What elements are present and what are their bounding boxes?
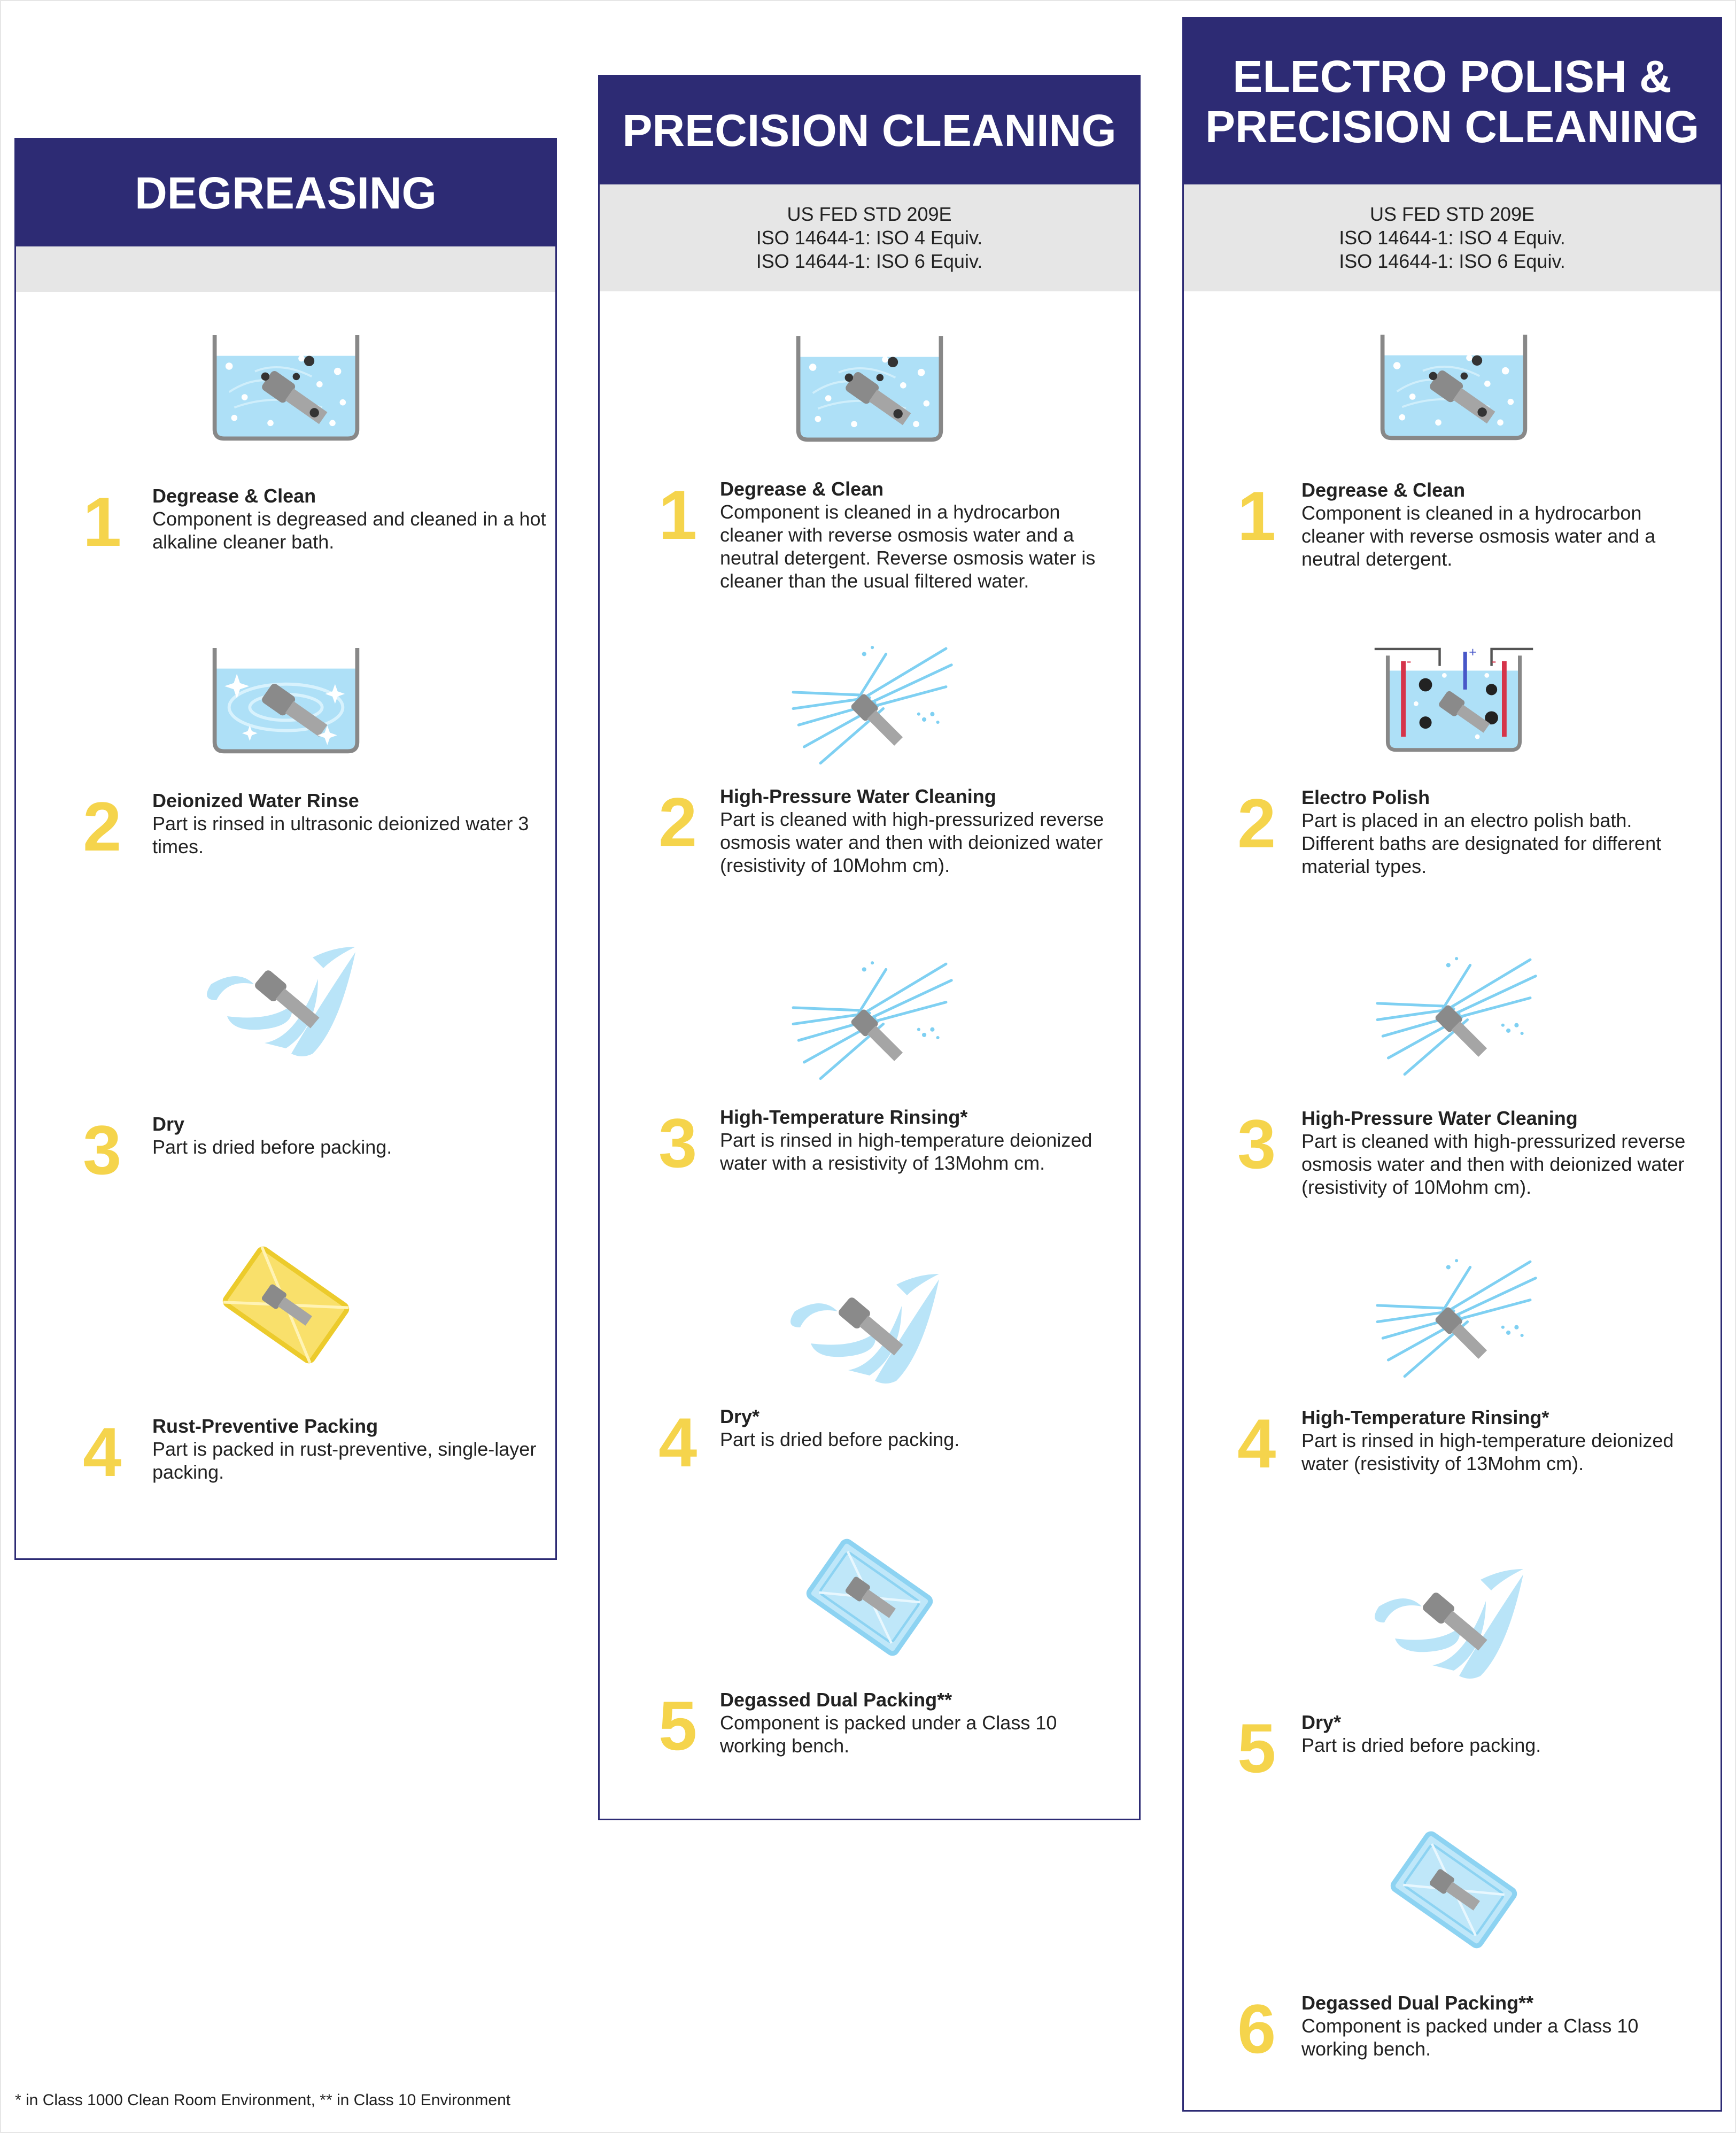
step-title: Degrease & Clean xyxy=(720,478,884,500)
standards-band xyxy=(600,184,1139,291)
step-number: 1 xyxy=(1237,477,1276,555)
step-title: High-Temperature Rinsing* xyxy=(1301,1406,1549,1428)
dirty-tank-icon xyxy=(1376,334,1531,444)
spray-icon xyxy=(1366,1256,1542,1387)
dirty-tank-icon xyxy=(792,336,947,445)
footnote: * in Class 1000 Clean Room Environment, ** in Class 10 Environment xyxy=(15,2091,511,2109)
step-description: Part is dried before packing. xyxy=(720,1428,960,1450)
degreasing-column xyxy=(14,138,557,1560)
electro-tank-icon xyxy=(1374,642,1534,756)
precision-cleaning-column xyxy=(598,75,1141,1820)
step-description: Part is dried before packing. xyxy=(1301,1734,1541,1756)
step-text xyxy=(1301,478,1697,570)
step-text xyxy=(1301,1107,1697,1199)
step-number: 6 xyxy=(1237,1990,1276,2068)
step-description: Part is cleaned with high-pressurized reverse osmosis water and then with deionized water (resistivity of 10Mohm cm). xyxy=(1301,1130,1686,1198)
step-text xyxy=(1301,1711,1697,1757)
step-title: High-Pressure Water Cleaning xyxy=(1301,1107,1578,1129)
step-description: Component is cleaned in a hydrocarbon cleaner with reverse osmosis water and a neutral detergent. xyxy=(1301,502,1656,570)
step-title: Electro Polish xyxy=(1301,786,1430,808)
standards-band xyxy=(16,246,555,292)
step-text xyxy=(1301,1406,1697,1475)
step-text xyxy=(152,789,548,858)
step-text xyxy=(152,484,548,553)
step-number: 1 xyxy=(658,476,698,554)
column-title: ELECTRO POLISH & PRECISION CLEANING xyxy=(1184,19,1720,184)
step-description: Part is cleaned with high-pressurized reverse osmosis water and then with deionized water (resistivity of 10Mohm cm). xyxy=(720,808,1104,876)
dry-wind-icon xyxy=(789,1263,950,1392)
step-title: Deionized Water Rinse xyxy=(152,790,359,812)
step-text xyxy=(152,1112,548,1158)
step-title: Rust-Preventive Packing xyxy=(152,1415,378,1437)
blue-pack-icon xyxy=(1382,1828,1526,1951)
step-title: Dry xyxy=(152,1113,185,1135)
step-number: 2 xyxy=(658,783,698,861)
standard-line: US FED STD 209E xyxy=(787,203,952,225)
step-title: High-Pressure Water Cleaning xyxy=(720,785,996,807)
standard-line: US FED STD 209E xyxy=(1369,203,1535,225)
step-number: 2 xyxy=(83,787,122,865)
step-number: 3 xyxy=(1237,1105,1276,1183)
standard-line: ISO 14644-1: ISO 6 Equiv. xyxy=(1339,250,1565,272)
dirty-tank-icon xyxy=(208,335,363,444)
step-number: 4 xyxy=(1237,1404,1276,1482)
column-title: PRECISION CLEANING xyxy=(600,76,1139,184)
step-number: 3 xyxy=(658,1104,698,1182)
svg-text:-: - xyxy=(1406,653,1412,669)
step-text xyxy=(720,785,1115,877)
step-description: Component is cleaned in a hydrocarbon cleaner with reverse osmosis water and a neutral detergent. Reverse osmosis water is cleaner than the usual filtered water. xyxy=(720,501,1096,592)
step-number: 4 xyxy=(658,1403,698,1481)
step-text xyxy=(720,1405,1115,1451)
step-title: Degrease & Clean xyxy=(1301,479,1466,501)
step-title: Degrease & Clean xyxy=(152,485,316,507)
rinse-tank-icon xyxy=(208,647,363,757)
svg-text:+: + xyxy=(1469,645,1477,660)
step-description: Part is rinsed in high-temperature deionized water with a resistivity of 13Mohm cm. xyxy=(720,1129,1092,1174)
standard-line: ISO 14644-1: ISO 6 Equiv. xyxy=(756,250,983,272)
step-text xyxy=(720,1688,1115,1757)
step-text xyxy=(720,477,1115,592)
blue-pack-icon xyxy=(797,1536,942,1659)
step-number: 1 xyxy=(83,483,122,561)
spray-icon xyxy=(781,643,958,774)
step-description: Part is packed in rust-preventive, single-layer packing. xyxy=(152,1438,537,1483)
step-description: Part is placed in an electro polish bath. Different baths are designated for different material types. xyxy=(1301,809,1662,877)
step-description: Component is packed under a Class 10 working bench. xyxy=(720,1712,1057,1757)
step-number: 5 xyxy=(1237,1709,1276,1787)
dry-wind-icon xyxy=(1374,1558,1534,1687)
column-title: DEGREASING xyxy=(16,140,555,246)
dry-wind-icon xyxy=(206,936,366,1064)
step-number: 5 xyxy=(658,1687,698,1765)
step-description: Part is dried before packing. xyxy=(152,1136,392,1158)
svg-text:-: - xyxy=(1491,653,1497,669)
step-title: High-Temperature Rinsing* xyxy=(720,1106,968,1128)
step-title: Degassed Dual Packing** xyxy=(1301,1992,1534,2014)
step-title: Dry* xyxy=(1301,1711,1342,1733)
spray-icon xyxy=(1366,954,1542,1085)
step-title: Dry* xyxy=(720,1405,760,1427)
standard-line: ISO 14644-1: ISO 4 Equiv. xyxy=(756,227,983,249)
step-text xyxy=(152,1415,548,1483)
step-description: Component is degreased and cleaned in a hot alkaline cleaner bath. xyxy=(152,508,546,553)
step-description: Component is packed under a Class 10 working bench. xyxy=(1301,2015,1639,2060)
electro-polish-column xyxy=(1182,17,1722,2112)
step-number: 4 xyxy=(83,1413,122,1491)
step-number: 2 xyxy=(1237,784,1276,862)
step-number: 3 xyxy=(83,1111,122,1189)
step-text xyxy=(1301,1991,1697,2060)
step-description: Part is rinsed in ultrasonic deionized water 3 times. xyxy=(152,813,529,857)
standard-line: ISO 14644-1: ISO 4 Equiv. xyxy=(1339,227,1565,249)
step-title: Degassed Dual Packing** xyxy=(720,1689,952,1711)
step-description: Part is rinsed in high-temperature deionized water (resistivity of 13Mohm cm). xyxy=(1301,1429,1674,1474)
standards-band xyxy=(1184,184,1720,291)
yellow-pack-icon xyxy=(214,1243,358,1366)
step-text xyxy=(1301,786,1697,878)
spray-icon xyxy=(781,959,958,1089)
step-text xyxy=(720,1106,1115,1174)
